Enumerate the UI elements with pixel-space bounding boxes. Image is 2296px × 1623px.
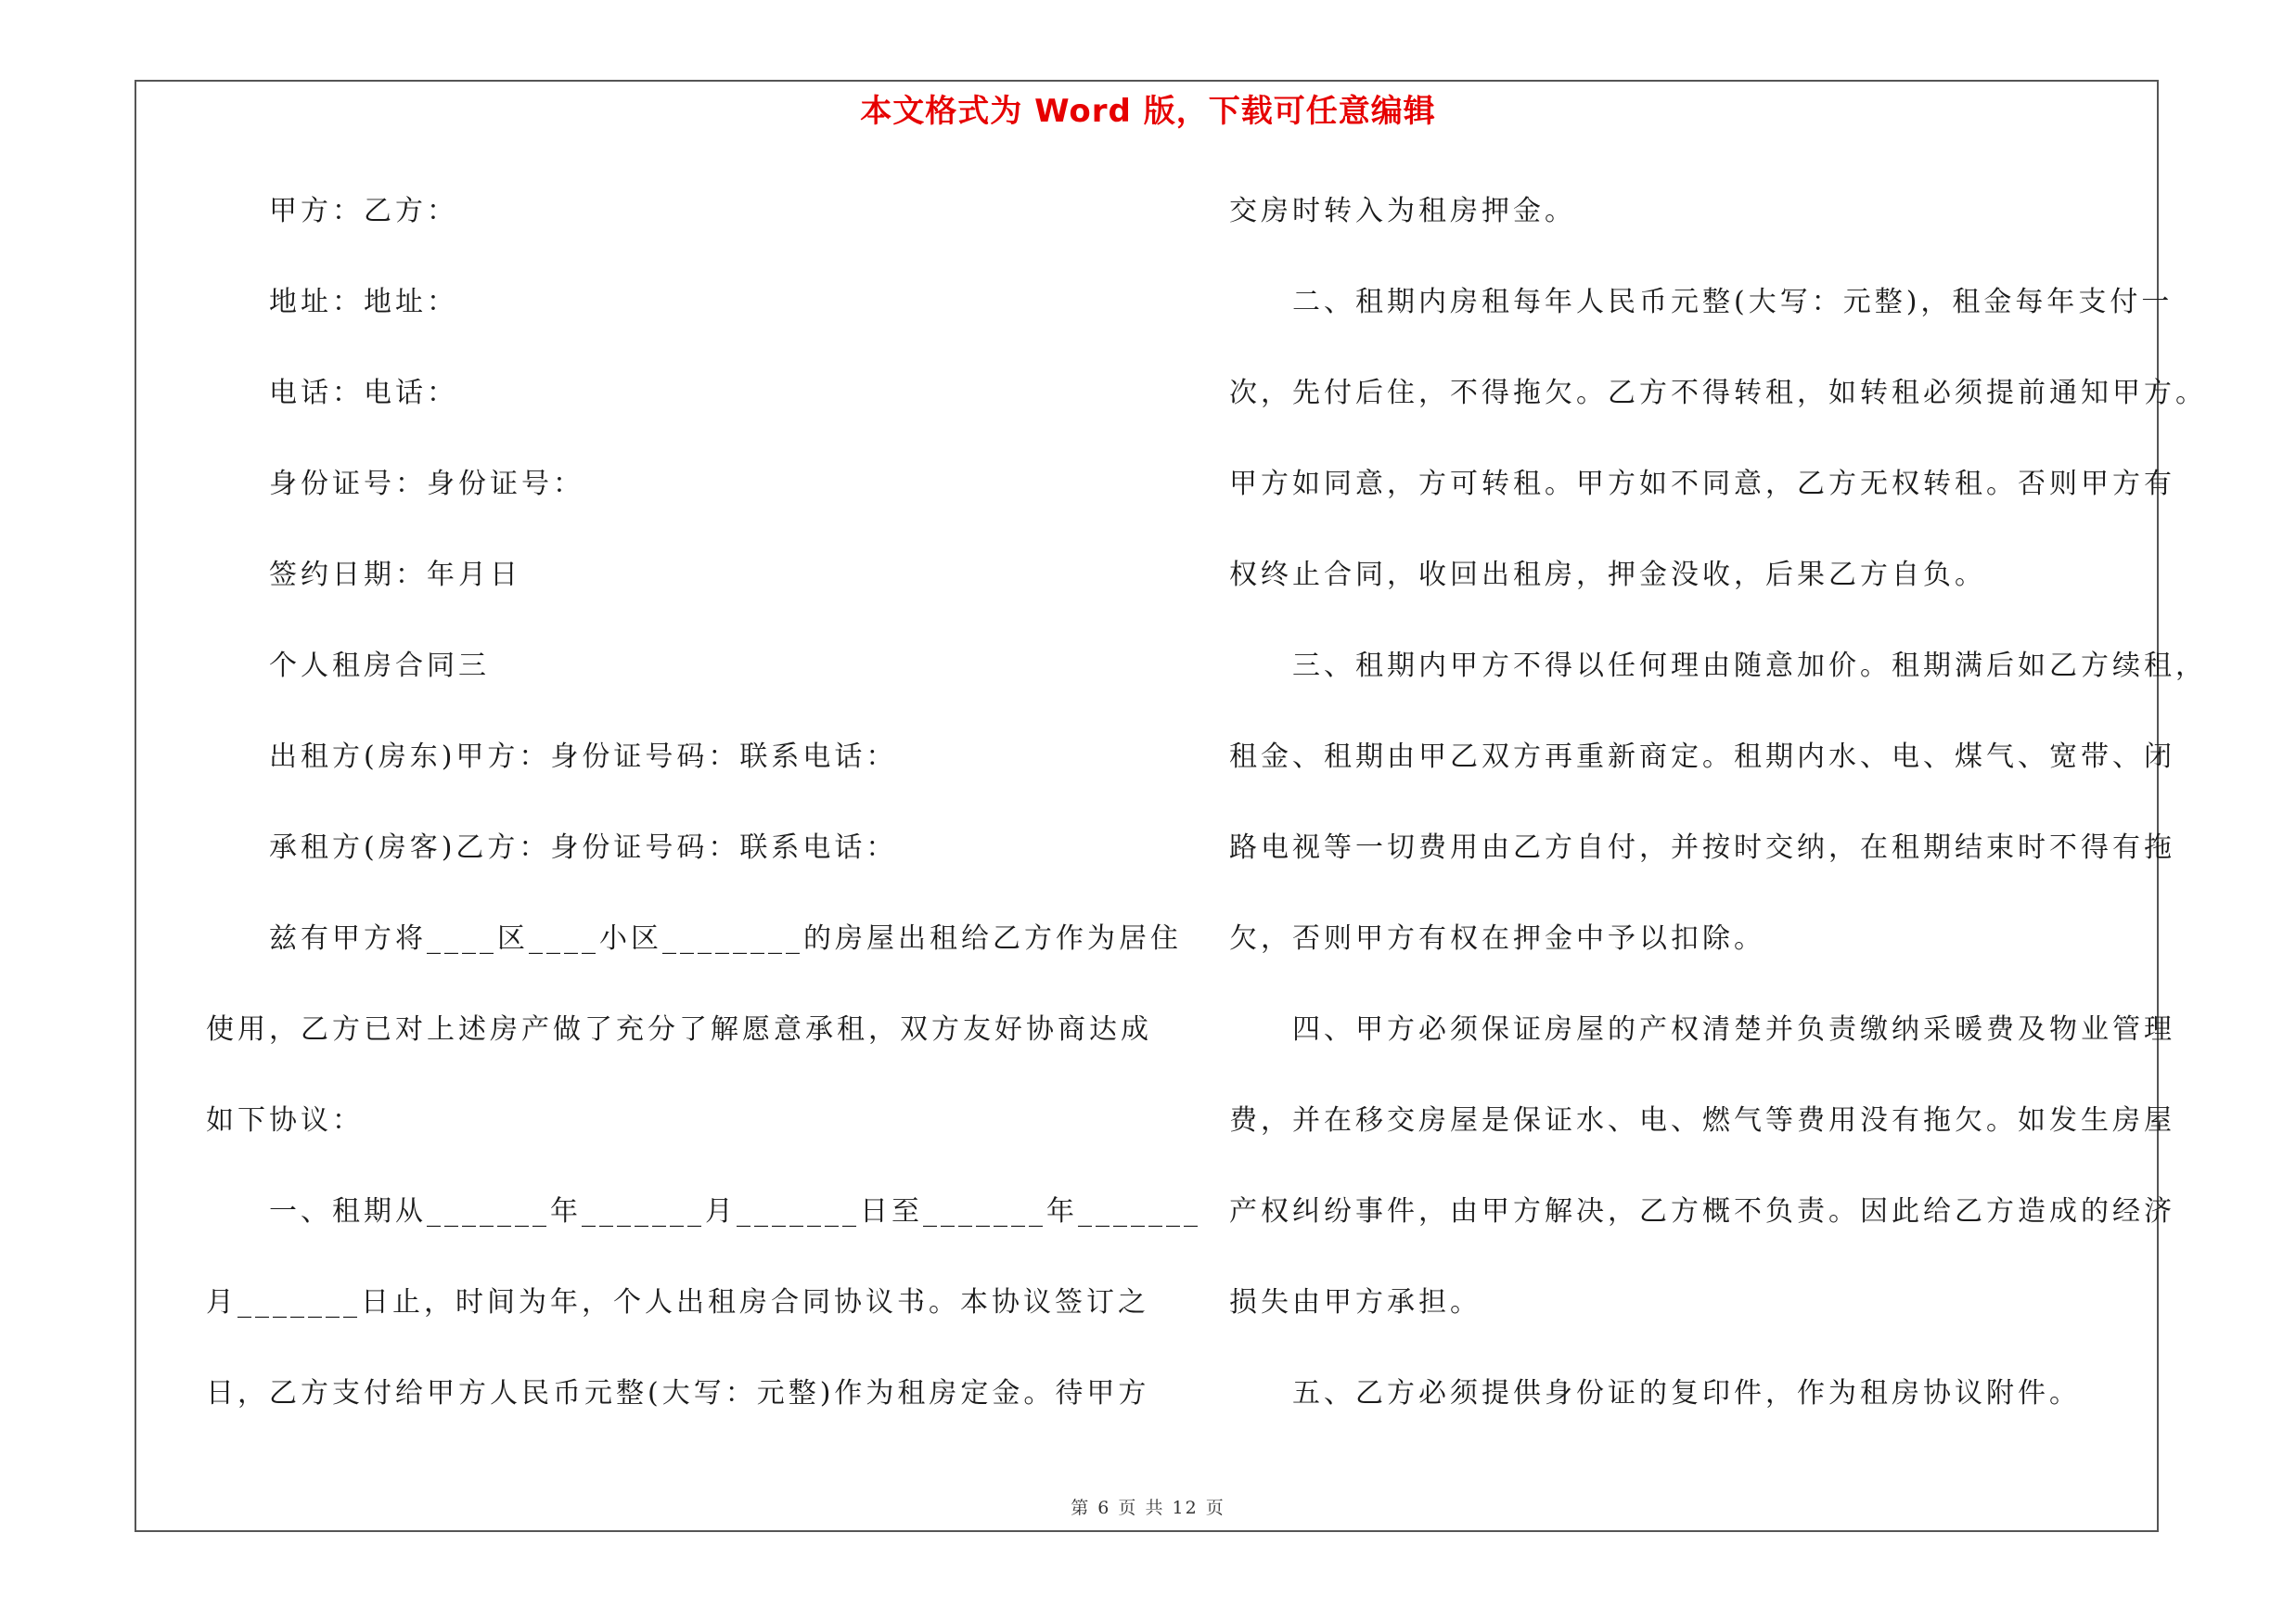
- section-heading: 个人租房合同三: [269, 650, 490, 682]
- text-line: 五、乙方必须提供身份证的复印件，作为租房协议附件。: [1292, 1377, 2081, 1410]
- text-line: 交房时转入为租房押金。: [1229, 195, 1576, 227]
- text-line: 身份证号：身份证号：: [269, 468, 584, 500]
- text-line: 路电视等一切费用由乙方自付，并按时交纳，在租期结束时不得有拖: [1229, 831, 2175, 864]
- left-column: [206, 184, 1201, 1457]
- text-line: 兹有甲方将____区____小区________的房屋出租给乙方作为居住: [269, 922, 1182, 955]
- text-line: 签约日期：年月日: [269, 559, 521, 591]
- text-line: 四、甲方必须保证房屋的产权清楚并负责缴纳采暖费及物业管理: [1292, 1013, 2175, 1046]
- text-line: 出租方(房东)甲方：身份证号码：联系电话：: [269, 741, 898, 773]
- text-line: 月_______日止，时间为年，个人出租房合同协议书。本协议签订之: [206, 1286, 1149, 1319]
- text-line: 承租方(房客)乙方：身份证号码：联系电话：: [269, 831, 898, 864]
- right-column: [1229, 184, 2207, 1457]
- text-line: 如下协议：: [206, 1104, 364, 1137]
- format-notice-banner: 本文格式为 Word 版，下载可任意编辑: [860, 93, 1436, 130]
- page-number-footer: 第 6 页 共 12 页: [1071, 1498, 1225, 1518]
- text-line: 损失由甲方承担。: [1229, 1286, 1481, 1319]
- text-line: 次，先付后住，不得拖欠。乙方不得转租，如转租必须提前通知甲方。: [1229, 377, 2207, 409]
- text-line: 权终止合同，收回出租房，押金没收，后果乙方自负。: [1229, 559, 1986, 591]
- text-line: 电话：电话：: [269, 377, 458, 409]
- text-line: 租金、租期由甲乙双方再重新商定。租期内水、电、煤气、宽带、闭: [1229, 741, 2175, 773]
- text-line: 甲方：乙方：: [269, 195, 458, 227]
- text-line: 使用，乙方已对上述房产做了充分了解愿意承租，双方友好协商达成: [206, 1013, 1152, 1046]
- text-line: 二、租期内房租每年人民币元整(大写：元整)，租金每年支付一: [1292, 286, 2174, 318]
- text-line: 产权纠纷事件，由甲方解决，乙方概不负责。因此给乙方造成的经济: [1229, 1195, 2175, 1228]
- text-line: 一、租期从_______年_______月_______日至_______年_______: [269, 1195, 1201, 1228]
- text-line: 欠，否则甲方有权在押金中予以扣除。: [1229, 922, 1765, 955]
- text-line: 费，并在移交房屋是保证水、电、燃气等费用没有拖欠。如发生房屋: [1229, 1104, 2175, 1137]
- text-line: 地址：地址：: [269, 286, 458, 318]
- text-line: 日，乙方支付给甲方人民币元整(大写：元整)作为租房定金。待甲方: [206, 1377, 1150, 1410]
- text-line: 甲方如同意，方可转租。甲方如不同意，乙方无权转租。否则甲方有: [1229, 468, 2175, 500]
- text-line: 三、租期内甲方不得以任何理由随意加价。租期满后如乙方续租，: [1292, 650, 2207, 682]
